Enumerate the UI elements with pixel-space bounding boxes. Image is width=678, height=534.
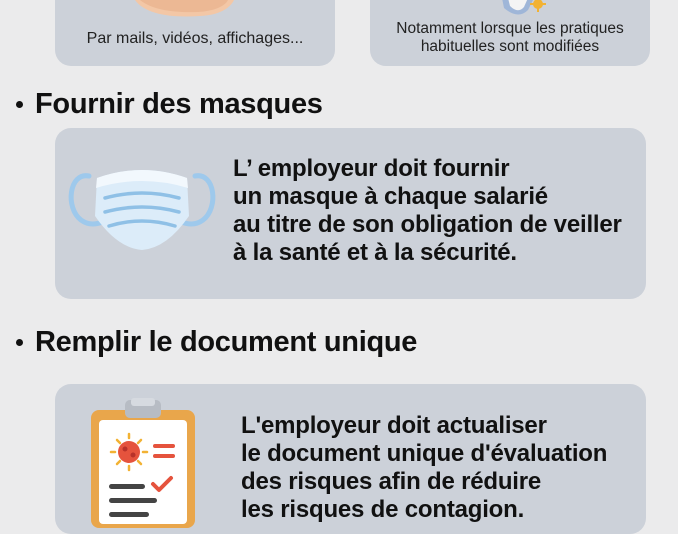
document-description: [241, 412, 607, 524]
mask-description: [233, 155, 622, 267]
practices-caption-line-1: Notamment lorsque les pratiques: [396, 20, 624, 37]
section-heading-masques: [16, 88, 323, 121]
bullet-icon: [16, 339, 23, 346]
document-description-line-2: le document unique d'évaluation: [241, 440, 608, 467]
document-description-line-1: L'employeur doit actualiser: [241, 412, 547, 439]
section-heading-text: Fournir des masques: [35, 88, 323, 120]
info-card-practices: [370, 0, 650, 66]
document-description-line-4: les risques de contagion.: [241, 496, 525, 523]
bullet-icon: [16, 101, 23, 108]
section-heading-text: Remplir le document unique: [35, 326, 418, 358]
document-info-card: [55, 384, 646, 534]
section-heading-document: [16, 326, 417, 359]
communication-caption: Par mails, vidéos, affichages...: [86, 30, 304, 47]
practices-caption: [370, 20, 650, 56]
mask-description-line-4: à la santé et à la sécurité.: [233, 239, 517, 266]
mask-info-card: [55, 128, 646, 299]
mask-description-line-2: un masque à chaque salarié: [233, 183, 548, 210]
face-mask-icon: [67, 158, 217, 258]
mask-description-line-1: L’ employeur doit fournir: [233, 155, 510, 182]
hands-illustration-icon: [130, 0, 240, 30]
document-description-line-3: des risques afin de réduire: [241, 468, 542, 495]
practices-caption-line-2: habituelles sont modifiées: [420, 38, 600, 55]
info-card-communication: [55, 0, 335, 66]
mask-description-line-3: au titre de son obligation de veiller: [233, 211, 622, 238]
